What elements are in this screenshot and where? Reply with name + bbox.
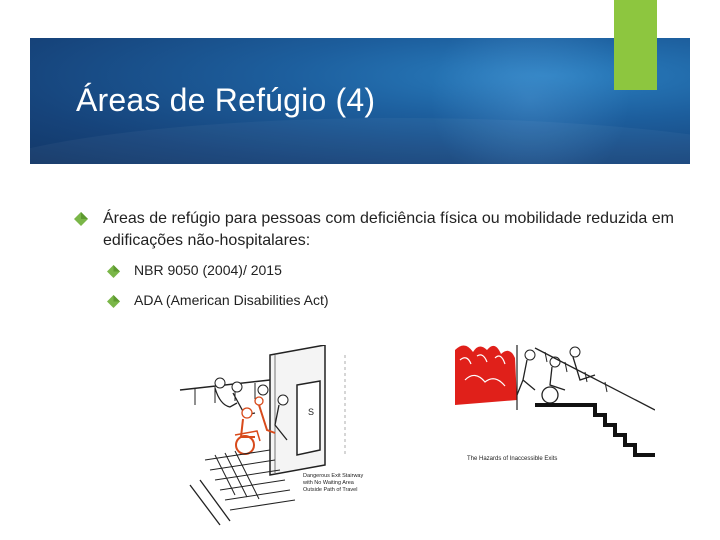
slide-title: Áreas de Refúgio (4) <box>76 82 376 118</box>
door-label: S <box>308 407 315 417</box>
fire-hazard-illustration <box>455 340 655 470</box>
bullet-text-2: NBR 9050 (2004)/ 2015 <box>134 262 282 278</box>
banner-swoosh <box>30 118 690 164</box>
caption-line-3: Outside Path of Travel <box>303 487 358 493</box>
bullet-text-1: Áreas de refúgio para pessoas com deficiência física ou mobilidade reduzida em edificações não-hospitalares: <box>103 210 674 249</box>
caption-line-2: with No Waiting Area <box>303 480 354 486</box>
right-caption: The Hazards of Inaccessible Exits <box>467 456 558 462</box>
caption-line-1: Dangerous Exit Stairway <box>303 473 364 479</box>
stairway-evacuation-illustration <box>175 345 365 535</box>
accent-bar <box>614 0 657 90</box>
bullet-text-3: ADA (American Disabilities Act) <box>134 292 329 308</box>
